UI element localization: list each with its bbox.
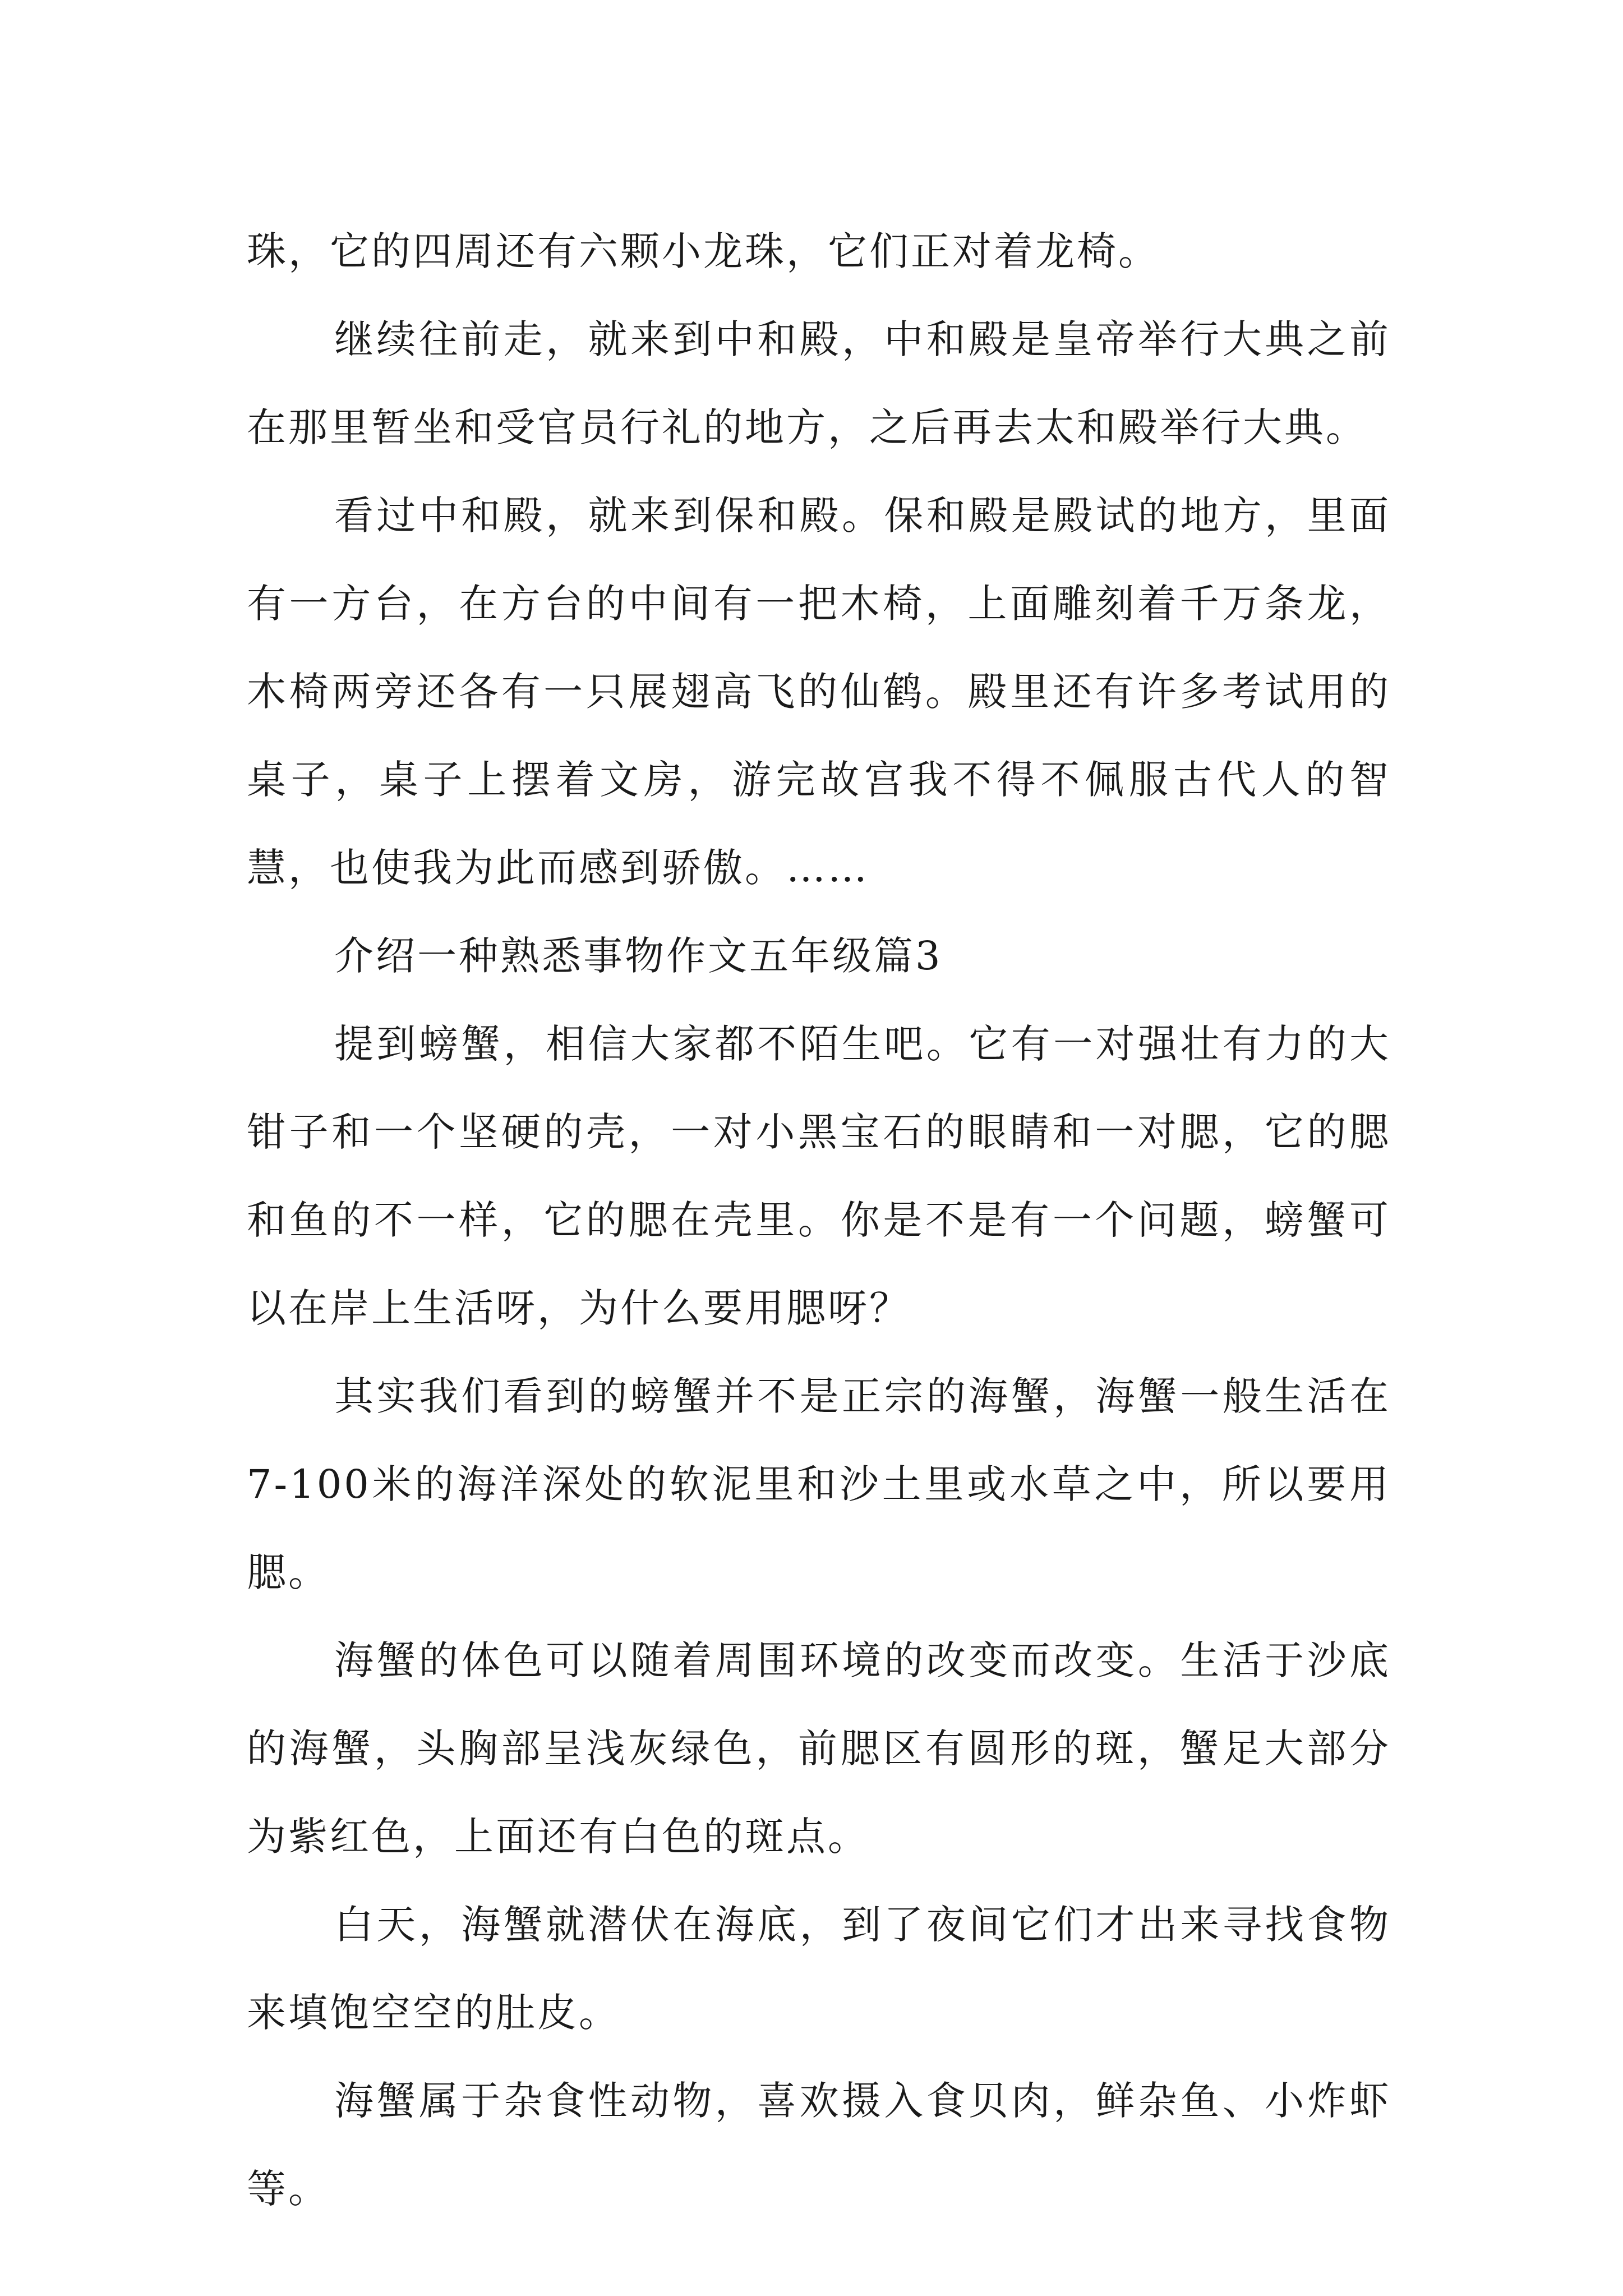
paragraph-crab-intro: 提到螃蟹，相信大家都不陌生吧。它有一对强壮有力的大钳子和一个坚硬的壳，一对小黑宝石的眼睛和一对腮，它的腮和鱼的不一样，它的腮在壳里。你是不是有一个问题，螃蟹可以在岸上生活呀，为什么要用腮呀？ [247, 1021, 1391, 1331]
paragraph-baohe-hall: 看过中和殿，就来到保和殿。保和殿是殿试的地方，里面有一方台，在方台的中间有一把木椅，上面雕刻着千万条龙，木椅两旁还各有一只展翅高飞的仙鹤。殿里还有许多考试用的桌子，桌子上摆着文房，游完故宫我不得不佩服古代人的智慧，也使我为此而感到骄傲。…… [247, 493, 1391, 891]
paragraph-crab-habitat: 其实我们看到的螃蟹并不是正宗的海蟹，海蟹一般生活在7-100米的海洋深处的软泥里和沙土里或水草之中，所以要用腮。 [247, 1373, 1391, 1595]
document-body [247, 208, 1391, 2233]
section-heading: 介绍一种熟悉事物作文五年级篇3 [334, 933, 943, 979]
paragraph-zhonghe-hall: 继续往前走，就来到中和殿，中和殿是皇帝举行大典之前在那里暂坐和受官员行礼的地方，之后再去太和殿举行大典。 [247, 316, 1391, 450]
paragraph-continuation: 珠，它的四周还有六颗小龙珠，它们正对着龙椅。 [247, 228, 1160, 274]
paragraph-crab-diet: 海蟹属于杂食性动物，喜欢摄入食贝肉，鲜杂鱼、小炸虾等。 [247, 2078, 1391, 2212]
paragraph-crab-color: 海蟹的体色可以随着周围环境的改变而改变。生活于沙底的海蟹，头胸部呈浅灰绿色，前腮区有圆形的斑，蟹足大部分为紫红色，上面还有白色的斑点。 [247, 1637, 1391, 1860]
paragraph-crab-activity: 白天，海蟹就潜伏在海底，到了夜间它们才出来寻找食物来填饱空空的肚皮。 [247, 1902, 1391, 2036]
